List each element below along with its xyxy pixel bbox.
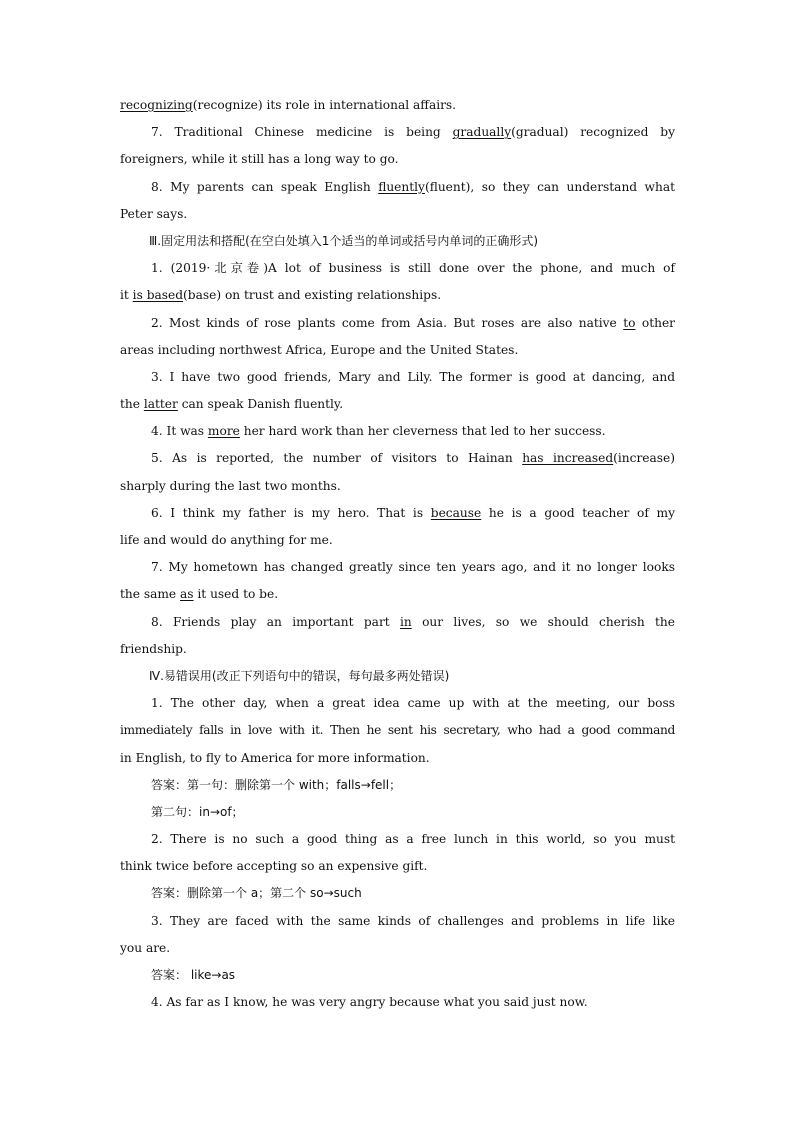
sec3-q6-line2: life and would do anything for me. [120,533,333,547]
section-heading-3: Ⅲ.固定用法和搭配(在空白处填入1个适当的单词或括号内单词的正确形式) [149,233,539,248]
document-page [120,92,675,1016]
sec2-q7-line1: 7. Traditional Chinese medicine is being gradually(gradual) recognized by [151,125,675,140]
sec3-q4-line1: 4. It was more her hard work than her cleverness that led to her success. [151,424,606,439]
answer-blank: latter [143,397,178,412]
answer-blank: because [430,505,482,520]
sec2-q8-line2: Peter says. [120,206,188,221]
sec2-q8-line1: 8. My parents can speak English fluently(fluent), so they can understand what [151,179,676,194]
answer-blank: has increased [522,451,614,466]
sec2-q7-line2: foreigners, while it still has a long way to go. [120,152,399,167]
sec4-q3-answer: 答案： like→as [151,968,236,982]
answer-blank: in [400,614,412,629]
sec3-q5-line2: sharply during the last two months. [120,478,341,493]
sec2-q6-end: recognizing(recognize) its role in international affairs. [120,98,457,112]
answer-blank: fluently [378,179,425,194]
sec3-q8-line2: friendship. [120,641,187,656]
sec4-q1-line1: 1. The other day, when a great idea came up with at the meeting, our boss [151,696,675,711]
sec4-q1-line2: immediately falls in love with it. Then he sent his secretary, who had a good command [120,723,675,738]
sec3-q1-line1: 1. (2019·北京卷)A lot of business is still done over the phone, and much of [151,261,675,276]
sec4-q4-line1: 4. As far as I know, he was very angry because what you said just now. [151,995,588,1010]
sec3-q2-line2: areas including northwest Africa, Europe and the United States. [120,342,519,357]
sec3-q7-line2: the same as it used to be. [120,587,279,602]
sec4-q2-line1: 2. There is no such a good thing as a free lunch in this world, so you must [151,832,675,847]
answer-blank: more [207,424,240,439]
answer-blank: to [623,315,636,330]
sec3-q6-line1: 6. I think my father is my hero. That is because he is a good teacher of my [151,505,675,520]
sec4-q1-line3: in English, to fly to America for more information. [120,750,430,765]
sec4-q2-line2: think twice before accepting so an expensive gift. [120,859,428,874]
answer-blank: is based [132,288,184,303]
answer-blank: as [180,587,194,602]
sec3-q1-line2: it is based(base) on trust and existing relationships. [120,288,442,303]
sec4-q2-answer: 答案：删除第一个 a；第二个 so→such [151,886,362,901]
sec4-q1-answer1: 答案：第一句：删除第一个 with；falls→fell； [151,777,402,792]
section-heading-4: Ⅳ.易错误用(改正下列语句中的错误，每句最多两处错误) [149,668,450,683]
sec4-q1-answer2: 第二句：in→of； [151,804,244,819]
sec3-q3-line1: 3. I have two good friends, Mary and Lily. The former is good at dancing, and [151,369,675,384]
sec3-q5-line1: 5. As is reported, the number of visitors to Hainan has increased(increase) [151,451,676,466]
answer-blank: gradually [452,125,512,140]
sec3-q8-line1: 8. Friends play an important part in our lives, so we should cherish the [151,614,675,629]
sec4-q3-line1: 3. They are faced with the same kinds of challenges and problems in life like [151,913,675,928]
sec3-q2-line1: 2. Most kinds of rose plants come from Asia. But roses are also native to other [151,315,675,330]
sec3-q7-line1: 7. My hometown has changed greatly since ten years ago, and it no longer looks [151,560,675,575]
answer-blank: recognizing [120,98,193,112]
sec4-q3-line2: you are. [120,940,171,955]
sec3-q3-line2: the latter can speak Danish fluently. [120,397,344,412]
